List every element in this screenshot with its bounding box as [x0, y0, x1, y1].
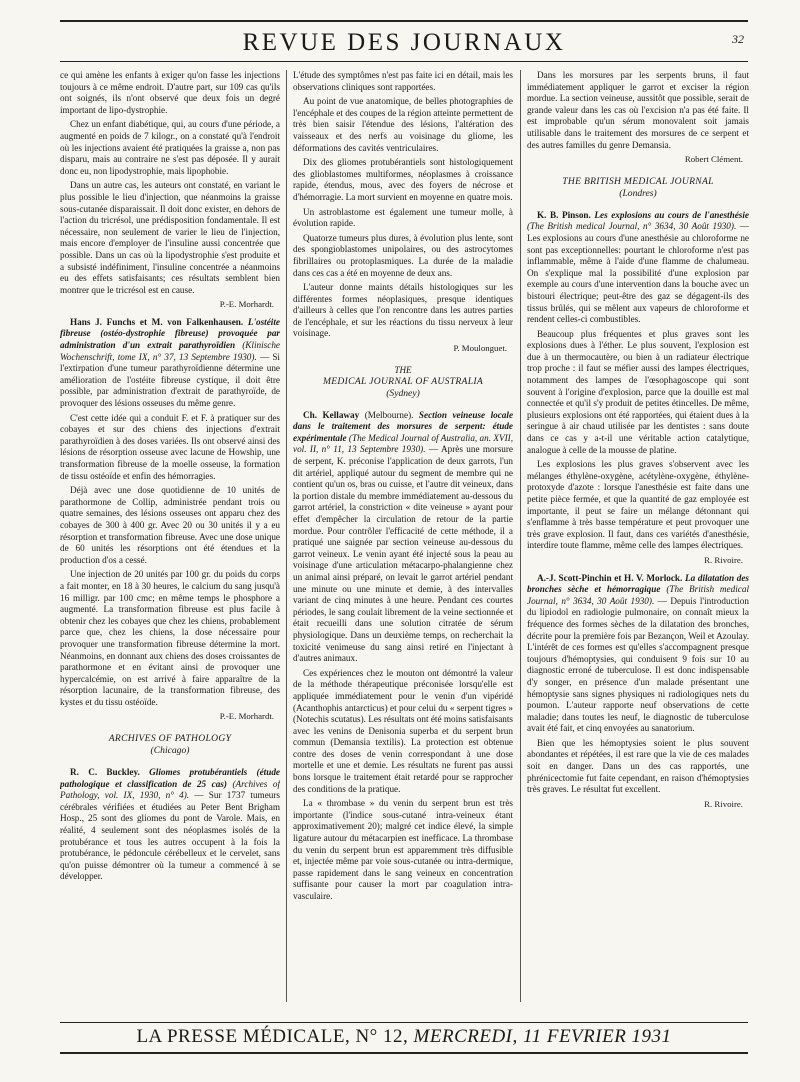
paragraph: Beaucoup plus fréquentes et plus graves sont les explosions dues à l'éther. Le plus souvent, l'explosion est due à un thermocautère, ou bien à un radiateur électrique trop proche : il faut se méfier aussi des lampes électriques, notamment des lampes de l'œsophagoscope qui sont souvent à l'origine d'explosion, parce que la douille est mal connectée et qu'il s'y produit de petites étincelles. De même, plusieurs explosions ont été rapportées, qui étaient dues à la seringue à air chaud utilisée par les dentistes : sans doute dans ce cas y a-t-il une véritable action catalytique, analogue à celle de la mousse de platine.: [527, 328, 749, 455]
article-authors: R. C. Buckley.: [70, 767, 140, 778]
article-authors: K. B. Pinson.: [537, 209, 591, 220]
article-source: (The Medical Journal of Australia, an. XVII, vol. II, n° 11, 13 Septembre 1930).: [293, 432, 513, 455]
article-abstract: [293, 410, 513, 665]
article-title: La dilatation des bronches sèche et hémorragique: [527, 572, 749, 595]
paragraph: Dix des gliomes protubérantiels sont histologiquement des glioblastomes multiformes, néoplasmes à croissance rapide, étendus, mous, avec des foyers de nécrose et d'hémorragie. La mort survient en moyenne en quatre mois.: [293, 157, 513, 202]
footer-top-rule: [60, 1022, 748, 1023]
column-right: [527, 70, 749, 1004]
journal-city: (Sydney): [386, 387, 420, 399]
article-source: (Klinische Wochenschrift, tome IX, n° 37, 13 Septembre 1930).: [60, 340, 280, 362]
paragraph: Dans les morsures par les serpents bruns, il faut immédiatement appliquer le garrot et exciser la région mordue. La section veineuse, aussitôt que possible, serait de grande valeur dans les cas où l'excision n'a pas été faite. Il est improbable qu'un sérum monovalent soit jamais utilisable dans le traitement des morsures de ce serpent et des autres familles du genre Demansia.: [527, 70, 749, 150]
column-divider: [520, 70, 521, 1002]
article-body: — Depuis l'introduction du lipiodol en radiologie pulmonaire, on connaît mieux la fréquence des formes sèches de la dilatation des bronches, décrite pour la première fois par Bezançon, Weil et Azoulay. L'intérêt de ces formes est qu'elles s'accompagnent presque toujours d'hémoptysies, qui conduisent 9 fois sur 10 au diagnostic erroné de tuberculose. Il est donc indispensable d'y songer, en présence d'un malade présentant une hémoptysie sans signes physiques ni radiologiques nets du poumon. L'auteur rapporte neuf observations de cette maladie; dans toutes les neuf, le diagnostic de tuberculose avait été fait, et cinq envoyées au sanatorium.: [527, 595, 749, 734]
paragraph: Bien que les hémoptysies soient le plus souvent abondantes et répétées, il est rare que la vie de ces malades soit en danger. Dans un des cas rapportés, une phrénicectomie fut faite cependant, en raison d'hémoptysies très graves. Le résultat fut excellent.: [527, 737, 749, 795]
article-signature: P.-E. Morhardt.: [219, 299, 274, 310]
column-middle: [293, 70, 513, 1004]
page-footer: [60, 1024, 748, 1050]
article-source: (Archives of Pathology, vol. IX, 1930, n° 4).: [60, 778, 280, 801]
paragraph: ce qui amène les enfants à exiger qu'on fasse les injections toujours à ce même endroit. D'autre part, sur 109 cas qu'ils ont soignés, ils n'ont observé que deux fois un degré important de lipo-dystrophie.: [60, 70, 280, 115]
footer-date: MERCREDI, 11 FEVRIER 1931: [413, 1026, 672, 1047]
journal-heading: MEDICAL JOURNAL OF AUSTRALIA: [322, 375, 484, 387]
column-left: [60, 70, 280, 1004]
article-source: (The British medical Journal, n° 3634, 30 Août 1930).: [527, 584, 749, 606]
article-authors: A.-J. Scott-Pinchin et H. V. Morlock.: [537, 572, 683, 583]
header-bottom-rule: [60, 61, 748, 62]
journal-city: (Londres): [619, 187, 657, 199]
article-title: Gliomes protubérantiels (étude pathologique et classification de 25 cas): [60, 767, 280, 789]
journal-heading-article: THE: [394, 364, 412, 375]
paragraph: Chez un enfant diabétique, qui, au cours d'une période, a augmenté en poids de 7 kilogr., on a constaté qu'à l'endroit où les injections avaient été pratiquées la graisse a, non pas disparu, mais au contraire ne s'est pas déposée. Il y aurait donc eu, non lipodystrophie, mais lipophobie.: [60, 119, 280, 176]
paragraph: C'est cette idée qui a conduit F. et F. à pratiquer sur des cobayes et sur des chiens des injections d'extrait parathyroïdien à des doses variées. Ils ont observé ainsi des lésions de résorption osseuse avec lacune de Howship, une transformation fibreuse de la moelle osseuse, la formation de tissu ostéoïde et enfin des hémorragies.: [60, 412, 280, 481]
article-signature: P.-E. Morhardt.: [219, 711, 274, 722]
article-signature: P. Moulonguet.: [453, 343, 507, 354]
article-abstract: [60, 317, 280, 410]
article-authors: Hans J. Funchs et M. von Falkenhausen.: [70, 316, 244, 327]
paragraph: Un astroblastome est également une tumeur molle, à évolution rapide.: [293, 206, 513, 229]
paragraph: Ces expériences chez le mouton ont démontré la valeur de la méthode thérapeutique préconisée lorsqu'elle est appliquée immédiatement pour le venin d'un vipéridé (Acanthophis antarcticus) et pour celui du « serpent tigres » (Notechis scutatus). Les résultats ont été moins satisfaisants avec les venins de Denisonia superba et du serpent brun commun (Demansia textilis). La protection est obtenue contre des doses de venin correspondant à une dose mortelle et une et demie. Les résultats ne furent pas aussi bons lorsque le traitement était retardé pour se rapprocher des conditions de la pratique.: [293, 667, 513, 794]
header-top-rule: [60, 20, 748, 22]
article-title: Section veineuse locale dans le traitement des morsures de serpent: étude expérimentale: [293, 409, 513, 443]
paragraph: Quatorze tumeurs plus dures, à évolution plus lente, sont des spongioblastomes unipolaires, ou des astrocytomes fibrillaires ou protoplasmiques. La durée de la maladie dans ces cas a été en moyenne de deux ans.: [293, 232, 513, 278]
journal-city: (Chicago): [150, 745, 190, 757]
article-body: — Sur 1737 tumeurs cérébrales vérifiées et étudiées au Peter Bent Brigham Hosp., 25 sont des gliomes du pont de Varole. Mais, en réalité, 4 seulement sont des néoplasmes isolés de la protubérance et tous les autres occupent à la fois la protubérance, le pédoncule cérébelleux et le cervelet, sans qu'on puisse démontrer où la tumeur a commencé à se développer.: [60, 790, 280, 882]
paragraph: Dans un autre cas, les auteurs ont constaté, en variant le plus possible le lieu d'injection, que néanmoins la graisse sous-cutanée disparaissait. Il doit donc exister, en dehors de l'action du tricrésol, une prédisposition fondamentale. Il est nécessaire, non seulement de varier le lieu de l'injection, mais encore d'employer de l'insuline aussi concentrée que possible. Dans un cas où la lipodystrophie s'est produite et a subsisté indéfiniment, l'insuline concentrée a néanmoins eu des effets satisfaisants; ces résultats semblent bien montrer que le tricrésol est en cause.: [60, 180, 280, 295]
page-number: 32: [732, 32, 744, 46]
paragraph: Déjà avec une dose quotidienne de 10 unités de parathormone de Collip, administrée pendant trois ou quatre semaines, des lésions osseuses ont apparu chez des cobayes de 300 à 400 gr. Avec 20 ou 30 unités il y a eu résorption et transformation fibreuse. Avec une dose unique de 60 unités les résorptions ont été étendues et la production d'os a cessé.: [60, 485, 280, 565]
footer-bottom-rule: [60, 1052, 748, 1054]
article-signature: Robert Clément.: [684, 154, 743, 165]
article-abstract: [60, 767, 280, 883]
paragraph: L'étude des symptômes n'est pas faite ici en détail, mais les observations cliniques sont rapportées.: [293, 70, 513, 92]
paragraph: La « thrombase » du venin du serpent brun est très importante (l'indice sous-cutané intra-veineux étant approximativement 20); malgré cet indice élevé, la simple ligature autour du métacarpien est inefficace. La thrombase du venin du serpent brun est apparemment très diffusible et, injectée même par voie sous-cutanée ou intra-dermique, passe rapidement dans le sang veineux en concentration suffisante pour causer la mort par coagulation intra-vasculaire.: [293, 798, 513, 901]
article-source: (The British medical Journal, n° 3634, 30 Août 1930).: [527, 221, 737, 232]
article-abstract: [527, 573, 749, 735]
article-authors: Ch. Kellaway: [303, 409, 360, 420]
article-signature: R. Rivoire.: [704, 554, 743, 565]
paragraph: L'auteur donne maints détails histologiques sur les différentes formes néoplasiques, presque identiques d'ailleurs à celles que l'on rencontre dans les autres parties de l'encéphale, et sur les réactions du tissu nerveux à leur voisinage.: [293, 282, 513, 339]
footer-journal: LA PRESSE MÉDICALE, N° 12,: [136, 1026, 409, 1047]
article-abstract: [527, 210, 749, 326]
journal-section-title: REVUE DES JOURNAUX: [242, 29, 566, 56]
article-title: L'ostéite fibreuse (ostéo-dystrophie fibreuse) provoquée par administration d'un extrait parathyroïdien: [60, 316, 280, 351]
journal-heading: ARCHIVES OF PATHOLOGY: [108, 733, 232, 745]
article-body: — Si l'extirpation d'une tumeur parathyroïdienne détermine une amélioration de l'ostéite fibreuse cystique, il doit être possible, par administration d'extrait de parathyroïde, de provoquer des lésions osseuses du même genre.: [60, 351, 280, 409]
journal-heading: THE BRITISH MEDICAL JOURNAL: [562, 175, 714, 187]
article-location: (Melbourne).: [364, 409, 414, 420]
column-divider: [286, 70, 287, 1002]
article-title: Les explosions au cours de l'anesthésie: [594, 209, 749, 220]
article-signature: R. Rivoire.: [704, 798, 743, 809]
article-body: — Après une morsure de serpent, K. préconise l'application de deux garrots, l'un dit artériel, appliqué autour du segment de membre qui ne contient qu'un os, bras ou cuisse, et l'autre dit veineux, dans la portion distale du membre immédiatement au-dessous du garrot artériel, la constriction « dite veineuse » ayant pour effet d'empêcher la circulation de retour de la partie mordue. Pour contrôler l'efficacité de cette méthode, il a pratiqué une saignée par section veineuse au-dessous du garrot veineux. Le venin ayant été injecté sous la peau au voisinage d'une articulation métacarpo-phalangienne chez un animal ainsi préparé, on levait le garrot artériel pendant une minute ou une minute et demie, à des intervalles variant de cinq minutes à une heure. Pendant ces courtes périodes, le sang coulait librement de la veine sectionnée et était recueilli dans une solution citratée de sérum physiologique. Dans un deuxième temps, on recherchait la toxicité venimeuse du sang ainsi retiré en l'injectant à d'autres animaux.: [293, 444, 513, 664]
article-body: — Les explosions au cours d'une anesthésie au chloroforme ne sont pas exceptionnelles: pourtant le chloroforme n'est pas inflammable, même à l'aide d'une flamme de chalumeau. On s'explique mal la possibilité d'une explosion par exemple au cours d'une intervention dans la bouche avec un bistouri électrique; peut-être des gaz se dégagent-ils des tissus brûlés, qui se mêlent aux vapeurs de chloroforme et rendent celles-ci combustibles.: [527, 221, 749, 325]
paragraph: Au point de vue anatomique, de belles photographies de l'encéphale et des coupes de la région atteinte permettent de très bien saisir l'étendue des lésions, l'altération des vaisseaux et des nerfs au voisinage du gliome, les déformations des cavités ventriculaires.: [293, 96, 513, 153]
paragraph: Une injection de 20 unités par 100 gr. du poids du corps a fait monter, en 18 à 30 heures, le calcium du sang jusqu'à 16 milligr. par 100 cmc; en même temps le phosphore a augmenté. La transformation fibreuse est plus facile à obtenir chez les cobayes que chez les chiens, probablement parce que, chez les chiens, la dose nécessaire pour provoquer une transformation fibreuse détermine la mort. Néanmoins, en donnant aux chiens des doses croissantes de parathormone et en évitant ainsi de provoquer une hypercalcémie, on est arrivé à faire apparaître de la résorption lacunaire, de la transformation fibreuse, des kystes et du tissu ostéoïde.: [60, 569, 280, 707]
paragraph: Les explosions les plus graves s'observent avec les mélanges éthylène-oxygène, acétylène-oxygène, éthylène-protoxyde d'azote : lorsque l'anesthésie est faite dans une petite pièce fermée, et que la quantité de gaz employée est importante, il peut se faire un mélange détonnant qui s'enflamme à très basse température et peut provoquer une très grave explosion. Il faut, dans ces variétés d'anesthésie, interdire toute flamme, même celle des lampes électriques.: [527, 459, 749, 551]
